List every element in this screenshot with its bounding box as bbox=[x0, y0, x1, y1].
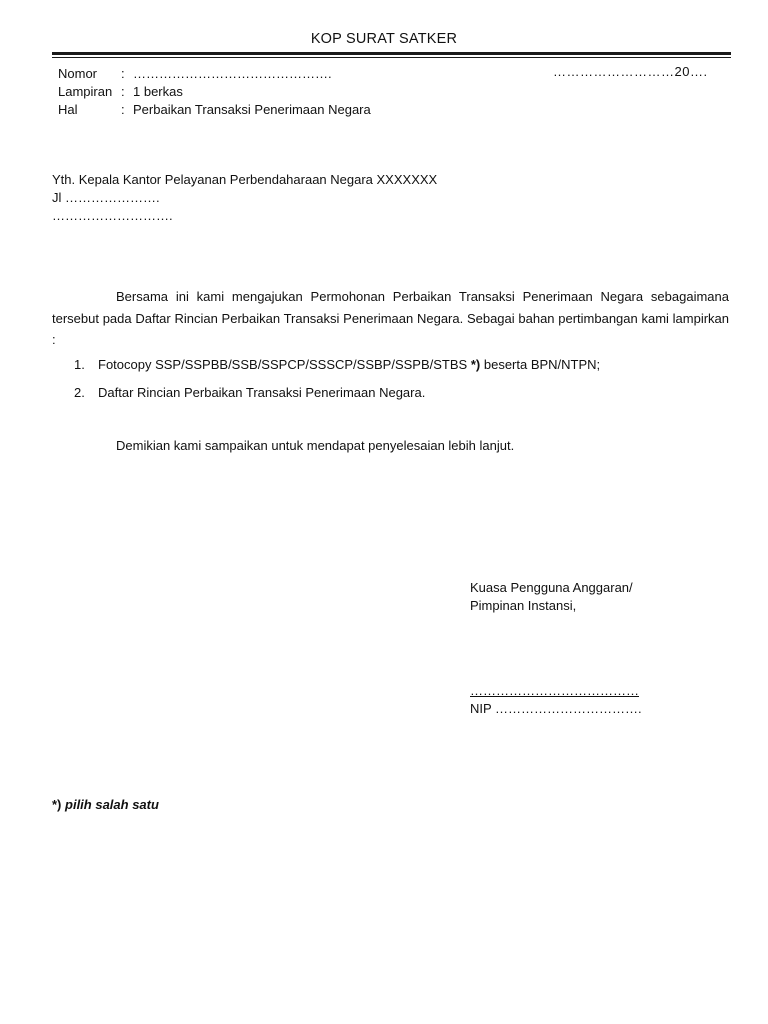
list-text-suffix: beserta BPN/NTPN; bbox=[483, 357, 601, 372]
footnote-marker: *) bbox=[52, 797, 62, 812]
kop-rule-thin bbox=[52, 57, 731, 58]
nomor-colon: : bbox=[121, 66, 125, 81]
footnote-text: pilih salah satu bbox=[65, 797, 159, 812]
nomor-label: Nomor bbox=[58, 66, 98, 81]
list-number: 1. bbox=[74, 357, 85, 372]
nomor-value: ………………………………………. bbox=[133, 66, 332, 81]
hal-colon: : bbox=[121, 102, 125, 117]
list-item bbox=[74, 357, 600, 372]
lampiran-value: 1 berkas bbox=[133, 84, 183, 99]
body-paragraph: Bersama ini kami mengajukan Permohonan Perbaikan Transaksi Penerimaan Negara sebagaimana tersebut pada Daftar Rincian Perbaikan Transaksi Penerimaan Negara. Sebagai bahan pertimbangan kami lampirkan : bbox=[52, 289, 729, 347]
signature-name-line: ………………………………… bbox=[470, 683, 639, 698]
hal-label: Hal bbox=[58, 102, 78, 117]
address-street: Jl …………………. bbox=[52, 190, 160, 205]
kop-title: KOP SURAT SATKER bbox=[310, 31, 458, 47]
lampiran-label: Lampiran bbox=[58, 84, 113, 99]
list-text: Fotocopy SSP/SSPBB/SSB/SSPCP/SSSCP/SSBP/SSPB/STBS bbox=[98, 357, 468, 372]
closing-sentence: Demikian kami sampaikan untuk mendapat penyelesaian lebih lanjut. bbox=[116, 438, 515, 453]
address-recipient: Yth. Kepala Kantor Pelayanan Perbendaharaan Negara XXXXXXX bbox=[52, 172, 438, 187]
hal-value: Perbaikan Transaksi Penerimaan Negara bbox=[133, 102, 371, 117]
signature-title-line1: Kuasa Pengguna Anggaran/ bbox=[470, 580, 633, 595]
list-item bbox=[74, 385, 425, 400]
address-city: ………………………. bbox=[52, 208, 173, 223]
footnote bbox=[52, 797, 159, 812]
list-text: Daftar Rincian Perbaikan Transaksi Penerimaan Negara. bbox=[98, 385, 426, 400]
asterisk-marker: *) bbox=[470, 357, 481, 372]
signature-nip: NIP ……………………………. bbox=[470, 701, 642, 716]
lampiran-colon: : bbox=[121, 84, 125, 99]
signature-title-line2: Pimpinan Instansi, bbox=[470, 598, 577, 613]
kop-rule-thick bbox=[52, 52, 731, 55]
list-number: 2. bbox=[74, 385, 85, 400]
letter-date: ………………………20…. bbox=[553, 64, 708, 79]
